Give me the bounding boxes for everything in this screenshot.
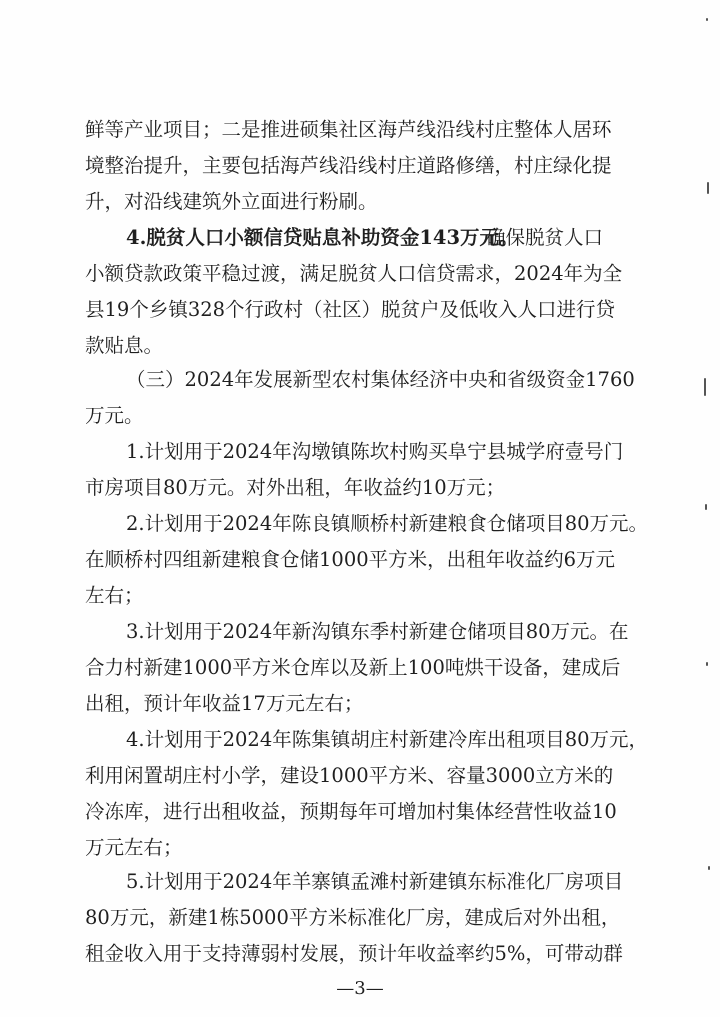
section-heading: 4.脱贫人口小额信贷贴息补助资金143万元。 [126, 226, 519, 249]
scan-speck [706, 18, 708, 21]
scan-speck [706, 662, 708, 666]
subsection-heading: （三）2024年发展新型农村集体经济中央和省级资金1760 [126, 368, 635, 391]
scan-speck [704, 378, 706, 396]
page-number: —3— [336, 978, 384, 999]
scan-speck [705, 504, 707, 510]
scan-speck [707, 182, 709, 194]
scan-speck [708, 866, 710, 870]
document-page: 鲜等产业项目；二是推进硕集社区海芦线沿线村庄整体人居环 境整治提升，主要包括海芦线沿线村庄道路修缮，村庄绿化提 升，对沿线建筑外立面进行粉刷。 4.脱贫人口小额信贷贴息补助资金143万元。 确保脱贫人口 小额贷款政策平稳过渡，满足脱贫人口信贷需求，2024年为全 县19个乡镇328个行政村（社区）脱贫户及低收入人口进行贷 款贴息。 （三）2024年发展新型农村集体经济中央和省级资金1760 万元。 1.计划用于2024年沟墩镇陈坎村购买阜宁县城学府壹号门 市房项目80万元。对外出租，年收益约10万元； 2.计划用于2024年陈良镇顺桥村新建粮食仓储项目80万元。 在顺桥村四组新建粮食仓储1000平方米，出租年收益约6万元 左右； 3.计划用于2024年新沟镇东季村新建仓储项目80万元。在 合力村新建1000平方米仓库以及新上100吨烘干设备，建成后 出租，预计年收益17万元左右； 4.计划用于2024年陈集镇胡庄村新建冷库出租项目80万元， 利用闲置胡庄村小学，建设1000平方米、容量3000立方米的 冷冻库，进行出租收益，预期每年可增加村集体经营性收益10 万元左右； 5.计划用于2024年羊寨镇孟滩村新建镇东标准化厂房项目 80万元，新建1栋5000平方米标准化厂房，建成后对外出租， 租金收入用于支持薄弱村发展，预计年收益率约5%，可带动群 —3— [0, 0, 720, 1017]
